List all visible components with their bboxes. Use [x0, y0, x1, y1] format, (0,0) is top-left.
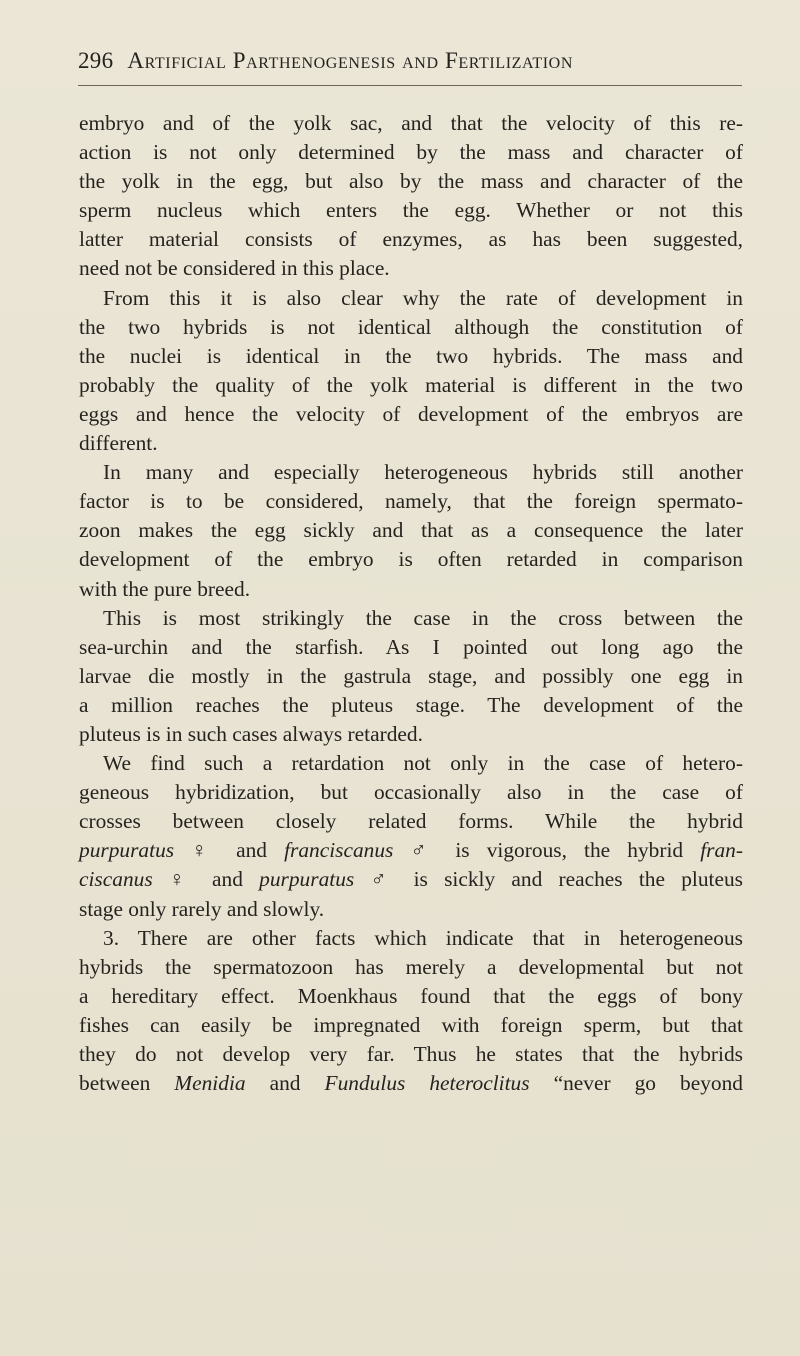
- text-line: a million reaches the pluteus stage. The development of the: [79, 692, 743, 717]
- text-line: pluteus is in such cases always retarded.: [79, 721, 423, 746]
- text-line: fishes can easily be impregnated with foreign sperm, but that: [79, 1012, 743, 1037]
- text-line: latter material consists of enzymes, as has been suggested,: [79, 227, 743, 252]
- text-line: factor is to be considered, namely, that the foreign spermato-: [79, 489, 743, 514]
- text-line: need not be considered in this place.: [79, 256, 390, 281]
- page-number: 296: [78, 48, 114, 73]
- text-line: This is most strikingly the case in the cross between the: [103, 605, 743, 630]
- text-line: crosses between closely related forms. While the hybrid: [79, 809, 743, 834]
- text-line: sea-urchin and the starfish. As I pointed out long ago the: [79, 634, 743, 659]
- text-line: with the pure breed.: [79, 576, 251, 601]
- body-text: [79, 109, 743, 1098]
- text-line: hybrids the spermatozoon has merely a developmental but not: [79, 954, 743, 979]
- text-line: stage only rarely and slowly.: [79, 896, 325, 921]
- text-line: the yolk in the egg, but also by the mass and character of the: [79, 169, 743, 194]
- text-line: zoon makes the egg sickly and that as a consequence the later: [79, 518, 743, 543]
- text-line: embryo and of the yolk sac, and that the velocity of this re-: [79, 111, 743, 135]
- species-name: Menidia: [174, 1071, 246, 1096]
- running-head: [78, 48, 758, 82]
- text-line: sperm nucleus which enters the egg. Whether or not this: [79, 198, 743, 223]
- text-line: From this it is also clear why the rate of development in: [103, 285, 743, 310]
- text-line: between Menidia and Fundulus heteroclitus “never go beyond: [79, 1071, 743, 1096]
- text-line: 3. There are other facts which indicate that in heterogeneous: [103, 925, 743, 950]
- text-line: development of the embryo is often retarded in comparison: [79, 547, 743, 572]
- text-line: eggs and hence the velocity of development of the embryos are: [79, 401, 743, 426]
- text-line: the nuclei is identical in the two hybrids. The mass and: [79, 343, 743, 368]
- text-line: In many and especially heterogeneous hybrids still another: [103, 460, 743, 485]
- text-line: purpuratus ♀ and franciscanus ♂ is vigorous, the hybrid fran-: [79, 838, 743, 863]
- text-line: a hereditary effect. Moenkhaus found that the eggs of bony: [79, 983, 743, 1008]
- species-name: ciscanus: [79, 867, 153, 892]
- species-name: fran-: [700, 838, 743, 863]
- text-line: probably the quality of the yolk material is different in the two: [79, 372, 743, 397]
- text-line: the two hybrids is not identical although the constitution of: [79, 314, 743, 339]
- text-line: geneous hybridization, but occasionally also in the case of: [79, 780, 743, 805]
- header-rule: [78, 85, 742, 86]
- text-line: ciscanus ♀ and purpuratus ♂ is sickly and reaches the pluteus: [79, 867, 743, 892]
- species-name: Fundulus heteroclitus: [324, 1071, 530, 1096]
- text-line: action is not only determined by the mass and character of: [79, 140, 743, 165]
- text-line: larvae die mostly in the gastrula stage, and possibly one egg in: [79, 663, 743, 688]
- text-line: different.: [79, 431, 158, 456]
- text-line: We find such a retardation not only in the case of hetero-: [103, 751, 743, 776]
- species-name: franciscanus: [284, 838, 394, 863]
- species-name: purpuratus: [79, 838, 175, 863]
- running-title: Artificial Parthenogenesis and Fertilization: [127, 48, 573, 73]
- species-name: purpuratus: [259, 867, 355, 892]
- text-line: they do not develop very far. Thus he states that the hybrids: [79, 1042, 743, 1066]
